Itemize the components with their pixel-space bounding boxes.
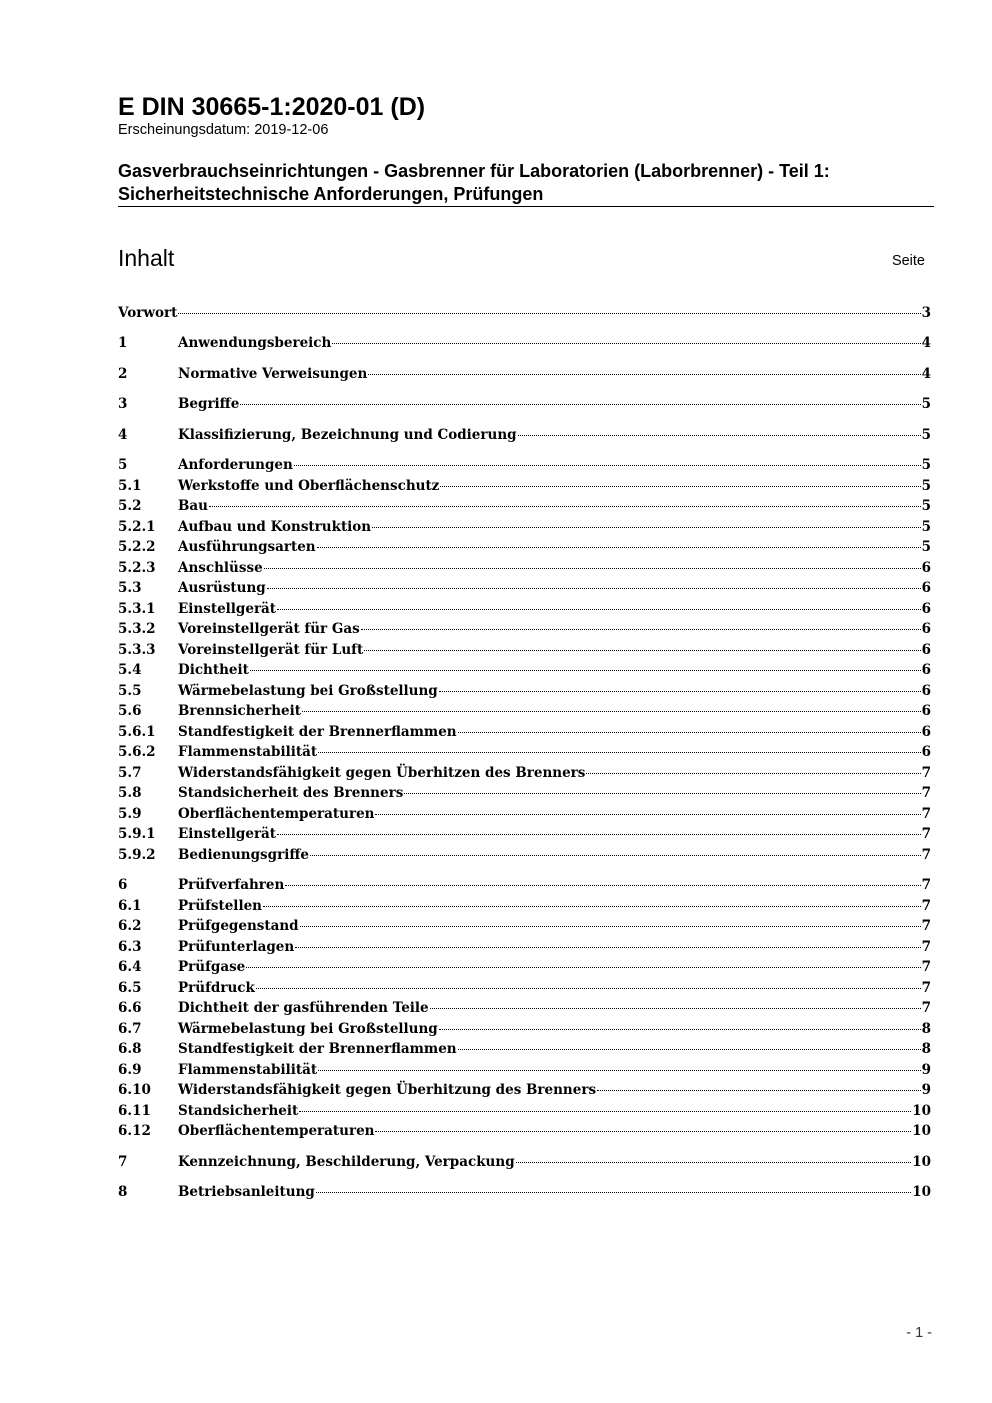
toc-entry-title: Prüfunterlagen — [178, 939, 295, 955]
toc-entry-title: Prüfgegenstand — [178, 918, 299, 934]
toc-entry-title: Brennsicherheit — [178, 703, 301, 719]
toc-entry-page: 6 — [921, 601, 931, 617]
title-divider — [118, 206, 934, 207]
toc-dot-leader — [240, 404, 920, 405]
toc-dot-leader — [458, 732, 921, 733]
toc-entry-page: 7 — [921, 806, 931, 822]
toc-entry-page: 5 — [921, 427, 931, 443]
toc-entry-number: 5.5 — [118, 683, 142, 699]
toc-entry-page: 6 — [921, 642, 931, 658]
toc-entry[interactable] — [118, 763, 931, 783]
toc-entry-title: Dichtheit der gasführenden Teile — [178, 1000, 429, 1016]
toc-dot-leader — [316, 1192, 911, 1193]
toc-entry-number: 5.3.1 — [118, 601, 156, 617]
toc-entry-page: 7 — [921, 847, 931, 863]
toc-dot-leader — [264, 568, 921, 569]
toc-entry-title: Standfestigkeit der Brennerflammen — [178, 1041, 457, 1057]
document-title: Gasverbrauchseinrichtungen - Gasbrenner für Laboratorien (Laborbrenner) - Teil 1: Sicherheitstechnische Anforderungen, Prüfungen — [118, 161, 830, 204]
toc-entry[interactable] — [118, 681, 931, 701]
toc-entry[interactable] — [118, 476, 931, 496]
toc-dot-leader — [597, 1090, 921, 1091]
toc-entry-title: Bau — [178, 498, 208, 514]
toc-entry-title: Oberflächentemperaturen — [178, 806, 375, 822]
toc-entry-page: 7 — [921, 877, 931, 893]
toc-entry-page: 8 — [921, 1041, 931, 1057]
toc-entry[interactable] — [118, 824, 931, 844]
toc-entry-title: Voreinstellgerät für Luft — [178, 642, 364, 658]
toc-entry-page: 9 — [921, 1062, 931, 1078]
toc-entry-title: Dichtheit — [178, 662, 249, 678]
toc-dot-leader — [372, 527, 920, 528]
toc-entry-title: Einstellgerät — [178, 601, 277, 617]
toc-entry-title: Widerstandsfähigkeit gegen Überhitzung des Brenners — [178, 1082, 597, 1098]
toc-entry-title: Ausführungsarten — [178, 539, 316, 555]
toc-entry-title: Voreinstellgerät für Gas — [178, 621, 360, 637]
toc-entry-number: 5.7 — [118, 765, 142, 781]
toc-dot-leader — [375, 814, 920, 815]
toc-dot-leader — [277, 609, 921, 610]
toc-entry[interactable] — [118, 537, 931, 557]
toc-entry-title: Anforderungen — [178, 457, 293, 473]
toc-entry-number: 5.6.1 — [118, 724, 156, 740]
toc-entry[interactable] — [118, 1039, 931, 1059]
toc-dot-leader — [295, 947, 920, 948]
toc-dot-leader — [361, 629, 921, 630]
toc-entry-page: 5 — [921, 457, 931, 473]
toc-dot-leader — [250, 670, 921, 671]
toc-entry[interactable] — [118, 978, 931, 998]
toc-entry-page: 7 — [921, 765, 931, 781]
toc-entry-page: 4 — [921, 335, 931, 351]
toc-entry-number: 5.4 — [118, 662, 142, 678]
toc-dot-leader — [256, 988, 921, 989]
toc-entry[interactable] — [118, 722, 931, 742]
toc-entry-page: 7 — [921, 826, 931, 842]
toc-entry[interactable] — [118, 455, 931, 475]
toc-entry-title: Standfestigkeit der Brennerflammen — [178, 724, 457, 740]
toc-entry[interactable] — [118, 660, 931, 680]
toc-entry-number: 6.4 — [118, 959, 142, 975]
toc-dot-leader — [300, 926, 921, 927]
document-id: E DIN 30665-1:2020-01 (D) — [118, 93, 426, 121]
toc-entry-number: 1 — [118, 335, 128, 351]
toc-entry-number: 4 — [118, 427, 128, 443]
toc-entry[interactable] — [118, 957, 931, 977]
toc-dot-leader — [318, 1070, 921, 1071]
toc-entry[interactable] — [118, 333, 931, 353]
toc-dot-leader — [267, 588, 921, 589]
toc-dot-leader — [518, 435, 921, 436]
toc-entry-title: Einstellgerät — [178, 826, 277, 842]
toc-dot-leader — [318, 752, 921, 753]
toc-entry-page: 10 — [912, 1184, 931, 1200]
toc-entry-title: Standsicherheit — [178, 1103, 299, 1119]
toc-entry-number: 6.12 — [118, 1123, 151, 1139]
toc-entry-page: 6 — [921, 703, 931, 719]
toc-dot-leader — [586, 773, 920, 774]
toc-entry-number: 5.6 — [118, 703, 142, 719]
toc-entry-title: Flammenstabilität — [178, 744, 318, 760]
toc-entry-title: Anwendungsbereich — [178, 335, 332, 351]
toc-entry-title: Ausrüstung — [178, 580, 266, 596]
toc-entry-number: 5.2 — [118, 498, 142, 514]
toc-entry-page: 10 — [912, 1154, 931, 1170]
toc-entry-title: Wärmebelastung bei Großstellung — [178, 683, 438, 699]
toc-entry-page: 6 — [921, 621, 931, 637]
toc-entry-page: 6 — [921, 683, 931, 699]
toc-entry-page: 3 — [921, 305, 931, 321]
toc-dot-leader — [277, 834, 921, 835]
toc-entry[interactable] — [118, 701, 931, 721]
toc-entry-title: Betriebsanleitung — [178, 1184, 315, 1200]
toc-entry-title: Prüfstellen — [178, 898, 262, 914]
toc-page-column-label: Seite — [891, 253, 925, 269]
toc-dot-leader — [430, 1008, 921, 1009]
toc-entry[interactable] — [118, 1060, 931, 1080]
toc-dot-leader — [368, 374, 920, 375]
toc-entry-number: 6.8 — [118, 1041, 142, 1057]
toc-entry-page: 7 — [921, 939, 931, 955]
toc-entry-title: Standsicherheit des Brenners — [178, 785, 404, 801]
toc-entry-page: 9 — [921, 1082, 931, 1098]
toc-entry-title: Bedienungsgriffe — [178, 847, 309, 863]
page-number: - 1 - — [906, 1325, 932, 1341]
toc-entry-number: 6.2 — [118, 918, 142, 934]
toc-dot-leader — [302, 711, 921, 712]
toc-heading: Inhalt — [118, 245, 175, 271]
toc-entry-page: 7 — [921, 1000, 931, 1016]
toc-entry-number: 5.1 — [118, 478, 142, 494]
toc-entry[interactable] — [118, 394, 931, 414]
toc-dot-leader — [317, 547, 921, 548]
toc-entry-page: 8 — [921, 1021, 931, 1037]
toc-entry-page: 5 — [921, 396, 931, 412]
toc-entry-number: 6 — [118, 877, 128, 893]
toc-entry-page: 7 — [921, 959, 931, 975]
toc-dot-leader — [440, 486, 920, 487]
toc-entry-page: 5 — [921, 478, 931, 494]
toc-dot-leader — [294, 465, 921, 466]
toc-entry-page: 5 — [921, 498, 931, 514]
toc-entry[interactable] — [118, 1101, 931, 1121]
toc-dot-leader — [285, 885, 920, 886]
toc-entry-number: 5 — [118, 457, 128, 473]
toc-entry-number: 6.11 — [118, 1103, 151, 1119]
toc-entry-number: 6.1 — [118, 898, 142, 914]
toc-entry-number: 2 — [118, 366, 128, 382]
toc-dot-leader — [375, 1131, 911, 1132]
toc-entry[interactable] — [118, 916, 931, 936]
toc-dot-leader — [364, 650, 920, 651]
toc-entry-number: 6.10 — [118, 1082, 151, 1098]
toc-entry-page: 5 — [921, 519, 931, 535]
toc-entry-title: Anschlüsse — [178, 560, 263, 576]
toc-entry-page: 7 — [921, 785, 931, 801]
toc-entry-title: Vorwort — [118, 305, 178, 321]
table-of-contents — [118, 303, 931, 1213]
toc-entry[interactable] — [118, 517, 931, 537]
toc-entry-title: Wärmebelastung bei Großstellung — [178, 1021, 438, 1037]
toc-entry[interactable] — [118, 1152, 931, 1172]
toc-entry-title: Flammenstabilität — [178, 1062, 318, 1078]
toc-dot-leader — [299, 1111, 911, 1112]
toc-entry-page: 10 — [912, 1103, 931, 1119]
toc-entry-page: 6 — [921, 580, 931, 596]
toc-entry-title: Klassifizierung, Bezeichnung und Codierung — [178, 427, 517, 443]
toc-entry-page: 6 — [921, 662, 931, 678]
toc-entry[interactable] — [118, 558, 931, 578]
toc-entry[interactable] — [118, 1121, 931, 1141]
toc-dot-leader — [439, 1029, 921, 1030]
toc-dot-leader — [439, 691, 921, 692]
toc-entry-title: Prüfdruck — [178, 980, 255, 996]
toc-entry-title: Oberflächentemperaturen — [178, 1123, 375, 1139]
toc-entry-number: 3 — [118, 396, 128, 412]
toc-entry-number: 6.9 — [118, 1062, 142, 1078]
toc-entry[interactable] — [118, 998, 931, 1018]
toc-entry[interactable] — [118, 640, 931, 660]
toc-entry[interactable] — [118, 303, 931, 323]
toc-entry[interactable] — [118, 364, 931, 384]
toc-entry-number: 5.3 — [118, 580, 142, 596]
toc-entry-title: Begriffe — [178, 396, 240, 412]
toc-entry[interactable] — [118, 619, 931, 639]
toc-dot-leader — [263, 906, 921, 907]
toc-entry[interactable] — [118, 599, 931, 619]
toc-entry-title: Prüfverfahren — [178, 877, 285, 893]
toc-entry-page: 5 — [921, 539, 931, 555]
toc-entry[interactable] — [118, 1080, 931, 1100]
toc-entry-page: 6 — [921, 560, 931, 576]
toc-entry-number: 5.8 — [118, 785, 142, 801]
toc-entry-number: 7 — [118, 1154, 128, 1170]
toc-entry-page: 7 — [921, 898, 931, 914]
toc-entry-title: Prüfgase — [178, 959, 246, 975]
toc-entry-title: Normative Verweisungen — [178, 366, 368, 382]
publication-date: Erscheinungsdatum: 2019-12-06 — [118, 122, 329, 138]
toc-dot-leader — [404, 793, 920, 794]
toc-entry[interactable] — [118, 937, 931, 957]
toc-entry[interactable] — [118, 804, 931, 824]
toc-entry[interactable] — [118, 496, 931, 516]
toc-entry-number: 5.3.2 — [118, 621, 156, 637]
toc-dot-leader — [209, 506, 921, 507]
toc-dot-leader — [178, 313, 920, 314]
toc-entry[interactable] — [118, 742, 931, 762]
toc-entry-page: 7 — [921, 980, 931, 996]
toc-entry[interactable] — [118, 1182, 931, 1202]
toc-entry-number: 8 — [118, 1184, 128, 1200]
toc-entry[interactable] — [118, 845, 931, 865]
toc-entry[interactable] — [118, 578, 931, 598]
toc-dot-leader — [458, 1049, 921, 1050]
toc-entry[interactable] — [118, 783, 931, 803]
toc-dot-leader — [516, 1162, 912, 1163]
toc-entry-page: 6 — [921, 724, 931, 740]
toc-entry-title: Aufbau und Konstruktion — [178, 519, 372, 535]
toc-entry-title: Werkstoffe und Oberflächenschutz — [178, 478, 440, 494]
toc-entry-number: 5.9.1 — [118, 826, 156, 842]
toc-entry-number: 6.5 — [118, 980, 142, 996]
toc-entry-number: 6.6 — [118, 1000, 142, 1016]
toc-dot-leader — [332, 343, 920, 344]
toc-entry-number: 6.3 — [118, 939, 142, 955]
toc-entry-number: 5.9 — [118, 806, 142, 822]
toc-dot-leader — [310, 855, 921, 856]
toc-entry-page: 7 — [921, 918, 931, 934]
toc-entry-number: 5.9.2 — [118, 847, 156, 863]
toc-entry[interactable] — [118, 896, 931, 916]
toc-entry[interactable] — [118, 875, 931, 895]
toc-entry-page: 6 — [921, 744, 931, 760]
toc-entry-number: 5.3.3 — [118, 642, 156, 658]
toc-entry[interactable] — [118, 1019, 931, 1039]
toc-entry-number: 6.7 — [118, 1021, 142, 1037]
toc-entry[interactable] — [118, 425, 931, 445]
toc-entry-page: 10 — [912, 1123, 931, 1139]
toc-entry-title: Kennzeichnung, Beschilderung, Verpackung — [178, 1154, 515, 1170]
toc-entry-page: 4 — [921, 366, 931, 382]
toc-entry-number: 5.2.3 — [118, 560, 156, 576]
toc-entry-number: 5.6.2 — [118, 744, 156, 760]
toc-entry-title: Widerstandsfähigkeit gegen Überhitzen des Brenners — [178, 765, 586, 781]
toc-dot-leader — [246, 967, 920, 968]
toc-entry-number: 5.2.1 — [118, 519, 156, 535]
toc-entry-number: 5.2.2 — [118, 539, 156, 555]
